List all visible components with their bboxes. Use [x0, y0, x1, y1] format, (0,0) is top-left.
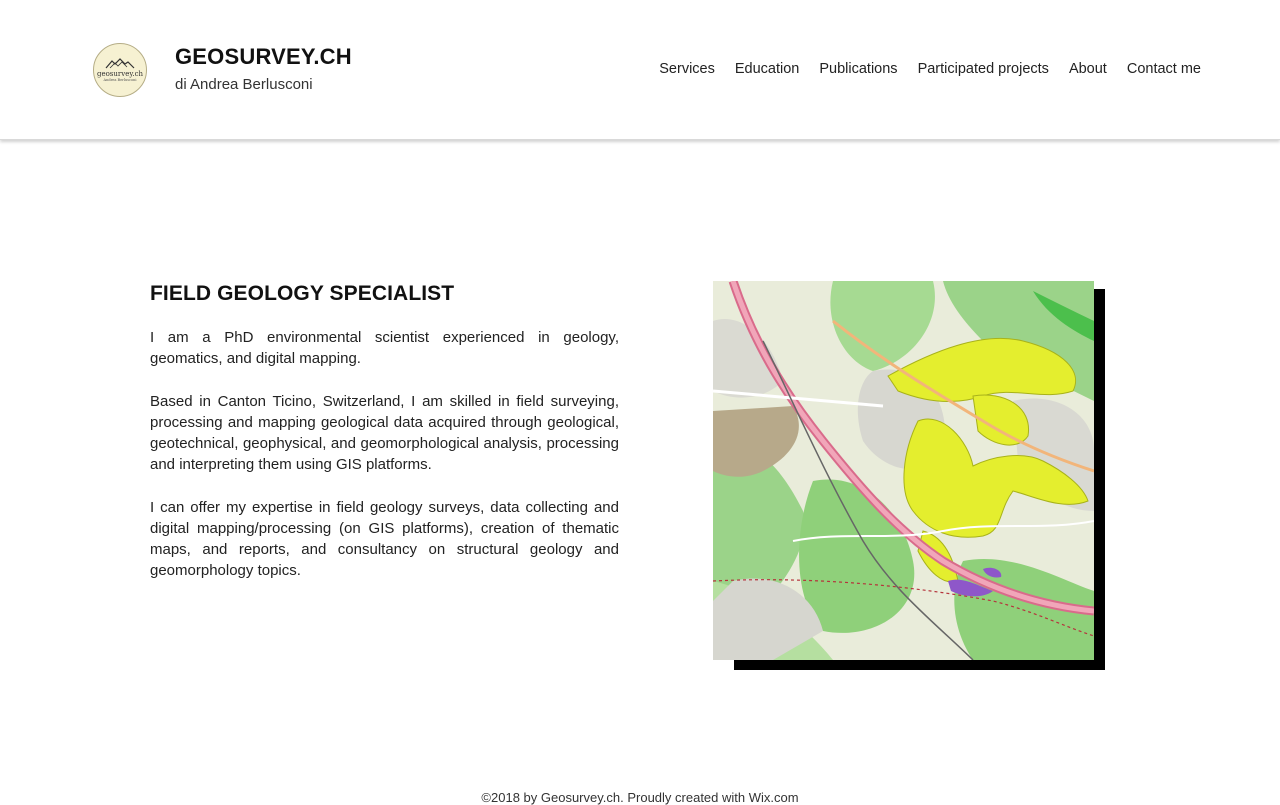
main-nav — [659, 61, 1201, 77]
nav-education[interactable]: Education — [734, 61, 800, 77]
intro-text — [150, 327, 619, 603]
site-header — [0, 0, 1280, 140]
nav-participated-projects[interactable]: Participated projects — [917, 61, 1049, 77]
nav-about[interactable]: About — [1068, 61, 1107, 77]
services-paragraph: I can offer my expertise in field geology surveys, data collecting and digital mapping/processing (on GIS platforms), creation of thematic maps, and reports, and consultancy on structural geology and geomorphology topics. — [150, 499, 619, 579]
map-figure — [713, 281, 1105, 670]
nav-contact-me[interactable]: Contact me — [1126, 61, 1201, 77]
map-illustration — [713, 281, 1094, 660]
mountain-icon — [105, 58, 135, 69]
geological-map-image[interactable] — [713, 281, 1094, 660]
section-heading: FIELD GEOLOGY SPECIALIST — [150, 282, 455, 305]
site-title[interactable]: GEOSURVEY.CH — [175, 44, 352, 69]
nav-publications[interactable]: Publications — [819, 61, 898, 77]
site-footer — [0, 790, 1280, 805]
intro-paragraph: I am a PhD environmental scientist experienced in geology, geomatics, and digital mapping. — [150, 329, 619, 367]
nav-services[interactable]: Services — [659, 61, 715, 77]
logo-text: geosurvey.ch — [96, 70, 144, 78]
site-subtitle: di Andrea Berlusconi — [175, 76, 313, 93]
logo-subtext: Andrea Berlusconi — [103, 78, 137, 82]
logo[interactable] — [93, 43, 147, 97]
footer-copyright: ©2018 by Geosurvey.ch. Proudly created with Wix.com — [481, 790, 799, 805]
location-paragraph: Based in Canton Ticino, Switzerland, I am skilled in field surveying, processing and mapping geological data acquired through geological, geotechnical, geophysical, and geomorphological analysis, processing and interpreting them using GIS platforms. — [150, 393, 619, 473]
